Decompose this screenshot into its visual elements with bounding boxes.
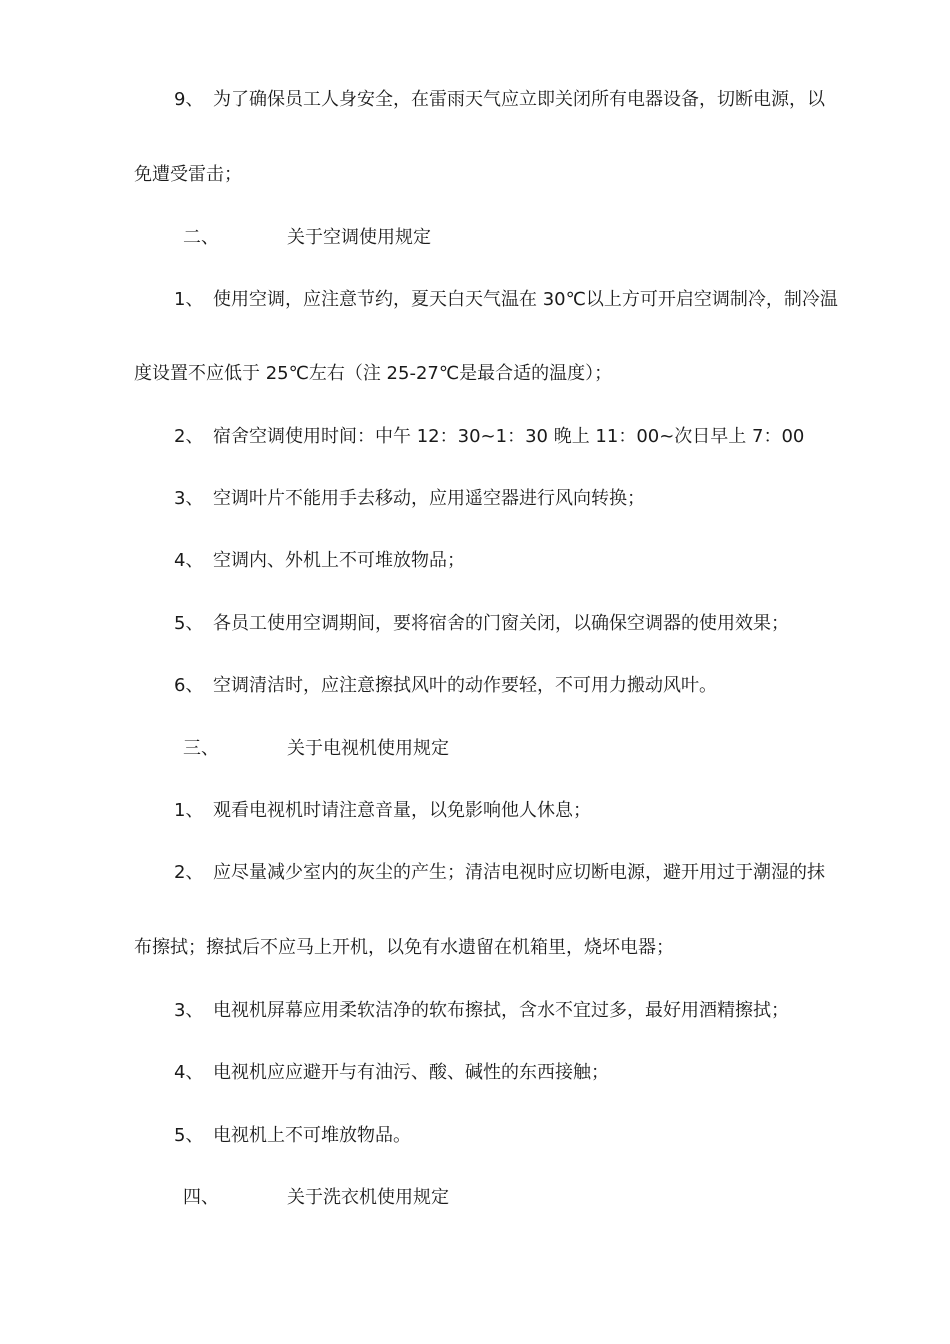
- item-number: 2、: [174, 426, 204, 447]
- item-text: 电视机上不可堆放物品。: [213, 1125, 411, 1146]
- item-text-continuation: 度设置不应低于 25℃左右（注 25-27℃是最合适的温度）；: [134, 363, 613, 384]
- item-text: 观看电视机时请注意音量，以免影响他人休息；: [213, 800, 591, 821]
- section-number: 四、: [183, 1187, 219, 1208]
- item-number: 9、: [174, 89, 204, 110]
- item-number: 5、: [174, 1125, 204, 1146]
- item-text: 为了确保员工人身安全，在雷雨天气应立即关闭所有电器设备，切断电源，以: [213, 89, 825, 110]
- item-text: 电视机应应避开与有油污、酸、碱性的东西接触；: [213, 1062, 609, 1083]
- section-title: 关于电视机使用规定: [287, 738, 449, 759]
- item-text: 空调叶片不能用手去移动，应用遥空器进行风向转换；: [213, 488, 645, 509]
- item-text-continuation: 免遭受雷击；: [134, 164, 242, 185]
- item-number: 4、: [174, 1062, 204, 1083]
- item-text: 使用空调，应注意节约，夏天白天气温在 30℃以上方可开启空调制冷，制冷温: [213, 289, 838, 310]
- section-number: 三、: [183, 738, 219, 759]
- item-text: 空调清洁时，应注意擦拭风叶的动作要轻，不可用力搬动风叶。: [213, 675, 717, 696]
- item-number: 6、: [174, 675, 204, 696]
- item-number: 2、: [174, 862, 204, 883]
- item-text: 电视机屏幕应用柔软洁净的软布擦拭，含水不宜过多，最好用酒精擦拭；: [213, 1000, 789, 1021]
- item-number: 4、: [174, 550, 204, 571]
- item-text: 各员工使用空调期间，要将宿舍的门窗关闭，以确保空调器的使用效果；: [213, 613, 789, 634]
- section-title: 关于空调使用规定: [287, 227, 431, 248]
- section-title: 关于洗衣机使用规定: [287, 1187, 449, 1208]
- item-number: 1、: [174, 800, 204, 821]
- item-number: 3、: [174, 488, 204, 509]
- item-number: 1、: [174, 289, 204, 310]
- item-text: 空调内、外机上不可堆放物品；: [213, 550, 465, 571]
- item-text-continuation: 布擦拭；擦拭后不应马上开机，以免有水遗留在机箱里，烧坏电器；: [134, 937, 674, 958]
- section-number: 二、: [183, 227, 219, 248]
- item-text: 应尽量减少室内的灰尘的产生；清洁电视时应切断电源，避开用过于潮湿的抹: [213, 862, 825, 883]
- item-text: 宿舍空调使用时间：中午 12：30~1：30 晚上 11：00~次日早上 7：00: [213, 426, 805, 447]
- item-number: 5、: [174, 613, 204, 634]
- item-number: 3、: [174, 1000, 204, 1021]
